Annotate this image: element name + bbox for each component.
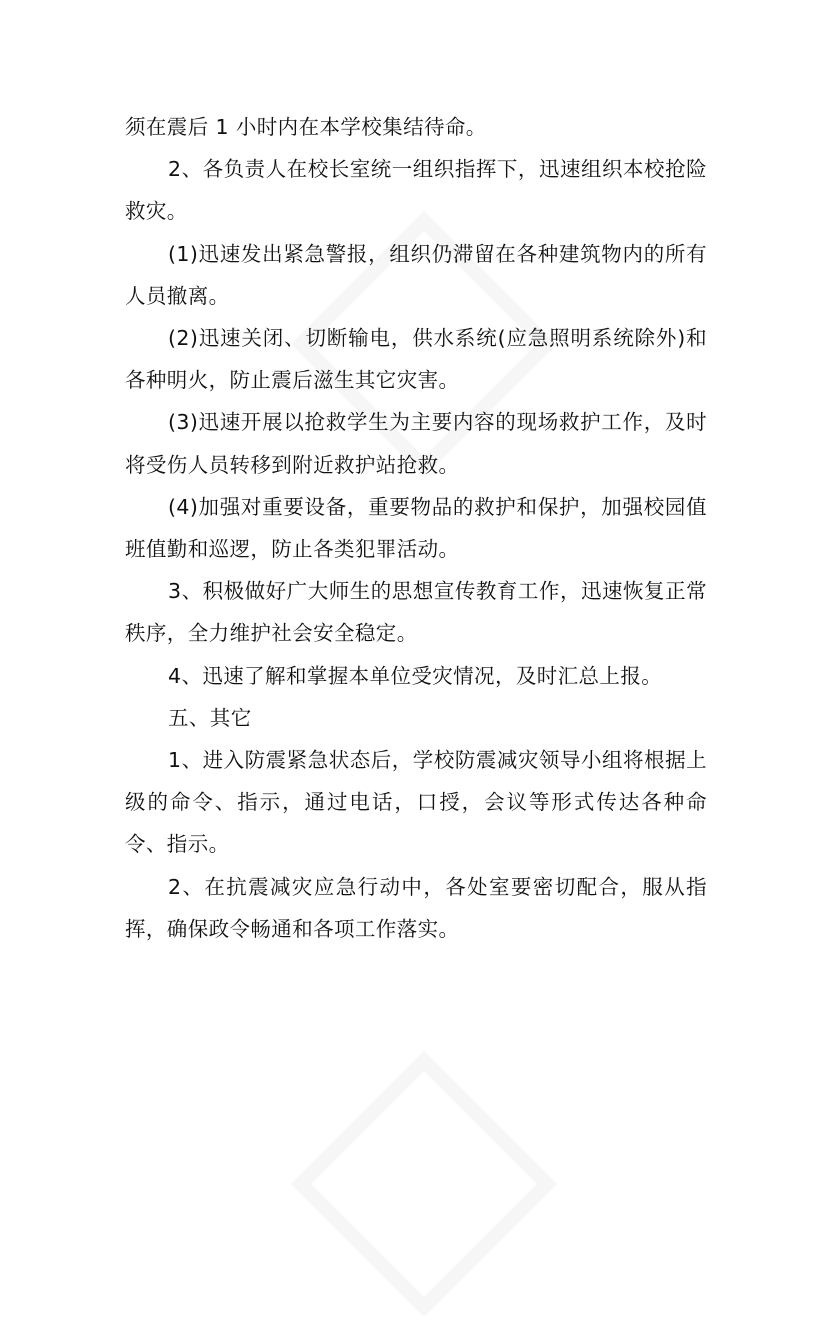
paragraph: (1)迅速发出紧急警报，组织仍滞留在各种建筑物内的所有人员撤离。 (125, 241, 707, 308)
document-body (125, 106, 707, 950)
paragraph: 2、在抗震减灾应急行动中，各处室要密切配合，服从指挥，确保政令畅通和各项工作落实。 (125, 874, 707, 941)
paragraph: (2)迅速关闭、切断输电，供水系统(应急照明系统除外)和各种明火，防止震后滋生其它灾害。 (125, 326, 707, 393)
paragraph: 须在震后 1 小时内在本学校集结待命。 (125, 115, 487, 139)
paragraph: 1、进入防震紧急状态后，学校防震减灾领导小组将根据上级的命令、指示，通过电话，口授，会议等形式传达各种命令、指示。 (125, 748, 707, 857)
watermark-icon (291, 1051, 557, 1317)
paragraph: (3)迅速开展以抢救学生为主要内容的现场救护工作，及时将受伤人员转移到附近救护站抢救。 (125, 410, 707, 477)
section-heading: 五、其它 (168, 705, 252, 730)
paragraph: 2、各负责人在校长室统一组织指挥下，迅速组织本校抢险救灾。 (125, 157, 707, 224)
paragraph: 3、积极做好广大师生的思想宣传教育工作，迅速恢复正常秩序，全力维护社会安全稳定。 (125, 579, 707, 646)
paragraph: (4)加强对重要设备，重要物品的救护和保护，加强校园值班值勤和巡逻，防止各类犯罪活动。 (125, 494, 707, 562)
paragraph: 4、迅速了解和掌握本单位受灾情况，及时汇总上报。 (168, 663, 663, 688)
